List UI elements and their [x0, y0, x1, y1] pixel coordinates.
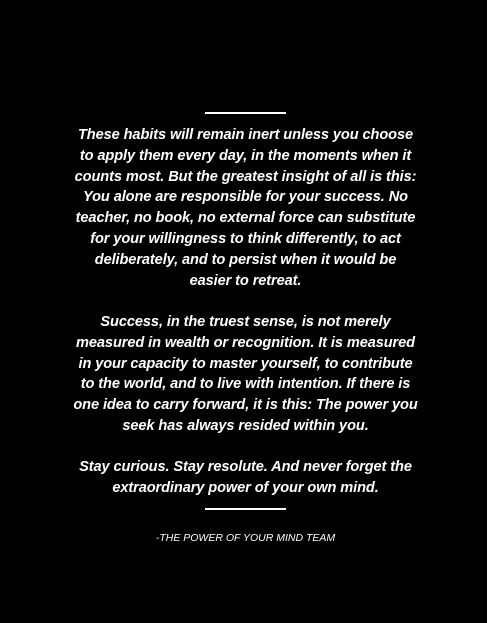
paragraph-line: for your willingness to think differently, to act — [90, 230, 401, 247]
paragraph-line: You alone are responsible for your success. No — [83, 189, 408, 206]
paragraph-line: to the world, and to live with intention. If there is — [80, 376, 411, 393]
paragraph-line: Stay curious. Stay resolute. And never forget the — [79, 459, 412, 475]
paragraph-line: Success, in the truest sense, is not merely — [100, 314, 391, 330]
paragraph-line: in your capacity to master yourself, to contribute — [78, 355, 413, 372]
paragraph-line: to apply them every day, in the moments when it — [79, 147, 412, 164]
paragraph-line: seek has always resided within you. — [122, 417, 369, 434]
signature: -THE POWER OF YOUR MIND TEAM — [155, 532, 336, 544]
paragraph-2 — [60, 312, 431, 437]
paragraph-3 — [60, 457, 431, 499]
paragraph-line: deliberately, and to persist when it would be — [94, 251, 397, 268]
bottom-divider — [205, 508, 286, 510]
paragraph-line: These habits will remain inert unless you choose — [77, 127, 413, 143]
top-divider — [205, 112, 286, 114]
paragraph-line: teacher, no book, no external force can substitute — [75, 210, 416, 227]
paragraph-line: measured in wealth or recognition. It is measured — [76, 334, 415, 351]
paragraph-1 — [60, 125, 431, 291]
paragraph-line: counts most. But the greatest insight of all is this: — [74, 168, 417, 185]
paragraph-line: easier to retreat. — [189, 272, 302, 289]
paragraph-line: extraordinary power of your own mind. — [112, 479, 379, 496]
paragraph-line: one idea to carry forward, it is this: The power you — [73, 397, 418, 414]
